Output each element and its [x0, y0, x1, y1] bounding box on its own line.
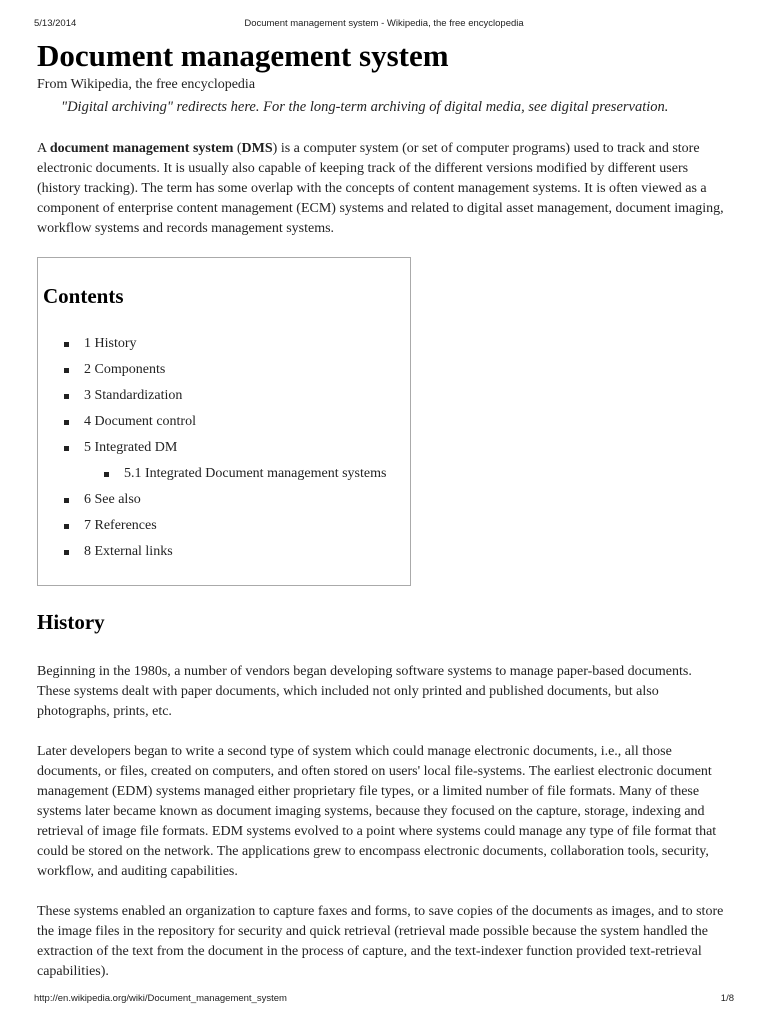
history-section [37, 662, 727, 982]
intro-paragraph [37, 139, 727, 239]
toc-link[interactable]: 8 External links [84, 544, 173, 559]
site-subtitle: From Wikipedia, the free encyclopedia [37, 77, 256, 92]
article-content [37, 36, 727, 982]
intro-rest: ) is a computer system (or set of computer programs) used to track and store electronic documents. It is usually also capable of keeping track of the different versions modified by different users (history tracking). The term has some overlap with the concepts of content management systems. It is often viewed as a component of enterprise content management (ECM) systems and related to digital asset management, document imaging, workflow systems and records management systems. [37, 141, 724, 236]
hatnote: "Digital archiving" redirects here. For the long-term archiving of digital media, see digital preservation. [61, 99, 669, 115]
toc-link[interactable]: 1 History [84, 336, 137, 351]
print-date: 5/13/2014 [34, 18, 77, 29]
toc-link[interactable]: 5 Integrated DM [84, 440, 178, 455]
toc-title: Contents [43, 284, 124, 308]
print-header [34, 18, 734, 32]
toc-item-integrated-dms[interactable] [43, 461, 410, 487]
toc-link[interactable]: 4 Document control [84, 414, 196, 429]
intro-term-dms: DMS [241, 141, 273, 156]
intro-term-dms-full: document management system [49, 141, 234, 156]
toc-item-history[interactable] [43, 331, 410, 357]
toc-item-references[interactable] [43, 513, 410, 539]
toc-item-external-links[interactable] [43, 539, 410, 565]
toc-link[interactable]: 5.1 Integrated Document management systems [124, 466, 387, 481]
toc-link[interactable]: 6 See also [84, 492, 141, 507]
print-page-title: Document management system - Wikipedia, the free encyclopedia [244, 18, 524, 29]
history-paragraph: Later developers began to write a second type of system which could manage electronic documents, i.e., all those documents, or files, created on computers, and often stored on users' local file-systems. The earliest electronic document management (EDM) systems managed either proprietary file types, or a limited number of file formats. Many of these systems later became known as document imaging systems, because they focused on the capture, storage, indexing and retrieval of image file formats. EDM systems evolved to a point where systems could manage any type of file format that could be stored on the network. The applications grew to encompass electronic documents, collaboration tools, security, workflow, and auditing capabilities. [37, 744, 717, 879]
intro-pre: A [37, 141, 50, 156]
toc-item-standardization[interactable] [43, 383, 410, 409]
toc-link[interactable]: 3 Standardization [84, 388, 183, 403]
toc-item-components[interactable] [43, 357, 410, 383]
history-heading: History [37, 610, 105, 634]
toc-item-integrated-dm[interactable] [43, 435, 410, 461]
history-paragraph: Beginning in the 1980s, a number of vendors began developing software systems to manage paper-based documents. These systems dealt with paper documents, which included not only printed and published documents, but also photographs, prints, etc. [37, 664, 692, 719]
history-paragraph: These systems enabled an organization to capture faxes and forms, to save copies of the documents as images, and to store the image files in the repository for security and quick retrieval (retrieval made possible because the system handled the extraction of the text from the document in the process of capture, and the text-indexer function provided text-retrieval capabilities). [37, 904, 724, 979]
print-footer [34, 993, 734, 1007]
toc-item-see-also[interactable] [43, 487, 410, 513]
page-title: Document management system [37, 38, 449, 73]
print-page-number: 1/8 [720, 993, 734, 1004]
print-url: http://en.wikipedia.org/wiki/Document_management_system [34, 993, 287, 1004]
toc-link[interactable]: 2 Components [84, 362, 166, 377]
table-of-contents [37, 257, 411, 586]
intro-mid: ( [233, 141, 242, 156]
toc-item-document-control[interactable] [43, 409, 410, 435]
toc-list [43, 331, 410, 565]
toc-link[interactable]: 7 References [84, 518, 157, 533]
